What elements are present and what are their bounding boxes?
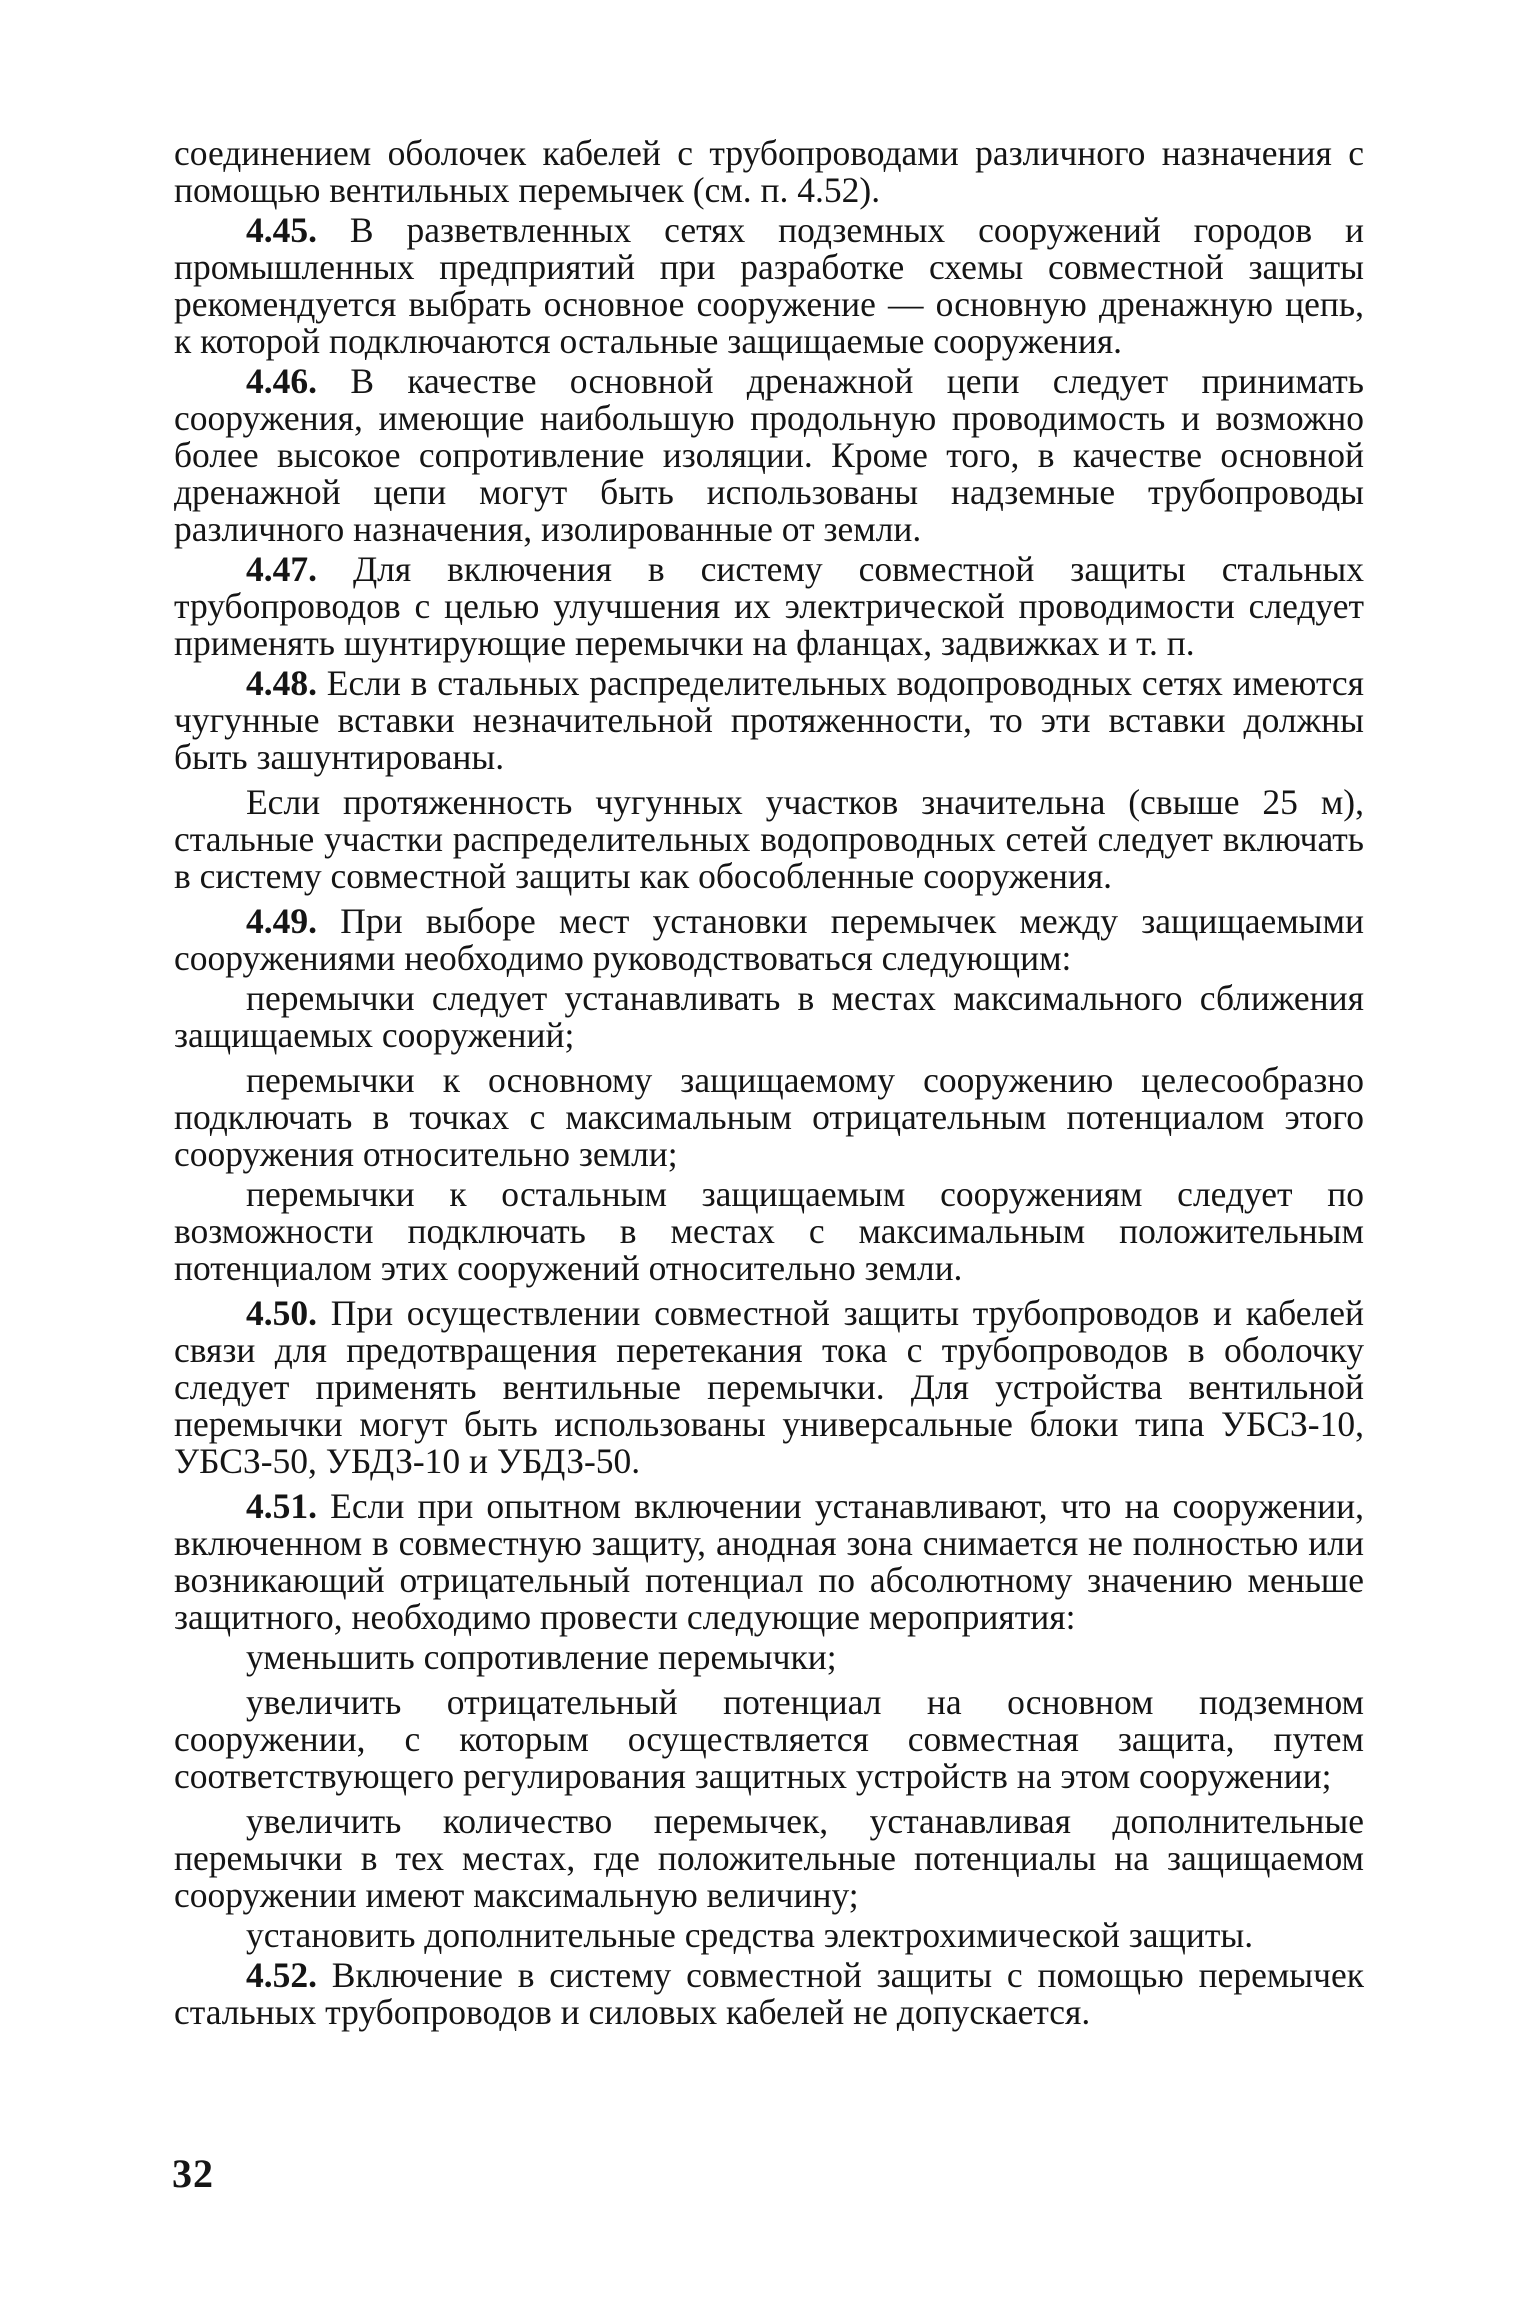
clause-number: 4.52. [246, 1955, 317, 1995]
paragraph-4-46: 4.46. В качестве основной дренажной цепи следует принимать сооружения, имеющие наибольшую продольную проводимость и возможно более высокое сопротивление изоляции. Кроме того, в качестве основной дренажной цепи могут быть использованы надземные трубопроводы различного назначения, изолированные от земли. [174, 361, 1365, 549]
body-text [174, 135, 1364, 2034]
paragraph-continuation: соединением оболочек кабелей с трубопроводами различного назначения с помощью вентильных перемычек (см. п. 4.52). [174, 133, 1364, 210]
paragraph-4-47: 4.47. Для включения в систему совместной защиты стальных трубопроводов с целью улучшения их электрической проводимости следует применять шунтирующие перемычки на фланцах, задвижках и т. п. [174, 549, 1365, 663]
list-item-add-bridges: увеличить количество перемычек, устанавливая дополнительные перемычки в тех местах, где положительные потенциалы на защищаемом сооружении имеют максимальную величину; [174, 1801, 1364, 1915]
list-item-other-structure-bridges: перемычки к остальным защищаемым сооружениям следует по возможности подключать в местах с максимальным положительным потенциалом этих сооружений относительно земли. [174, 1174, 1364, 1288]
list-item-main-structure-bridges: перемычки к основному защищаемому сооружению целесообразно подключать в точках с максимальным отрицательным потенциалом этого сооружения относительно земли; [174, 1060, 1364, 1174]
clause-number: 4.46. [246, 361, 317, 401]
paragraph-4-51: 4.51. Если при опытном включении устанавливают, что на сооружении, включенном в совместную защиту, анодная зона снимается не полностью или возникающий отрицательный потенциал по абсолютному значению меньше защитного, необходимо провести следующие мероприятия: [174, 1486, 1364, 1637]
paragraph-4-45: 4.45. В разветвленных сетях подземных сооружений городов и промышленных предприятий при разработке схемы совместной защиты рекомендуется выбрать основное сооружение — основную дренажную цепь, к которой подключаются остальные защищаемые сооружения. [174, 210, 1365, 361]
clause-number: 4.49. [246, 901, 317, 941]
clause-number: 4.50. [246, 1293, 317, 1333]
clause-number: 4.48. [246, 663, 317, 703]
paragraph-4-48: 4.48. Если в стальных распределительных водопроводных сетях имеются чугунные вставки незначительной протяженности, то эти вставки должны быть зашунтированы. [174, 663, 1364, 777]
clause-number: 4.51. [246, 1486, 317, 1526]
list-item-increase-potential: увеличить отрицательный потенциал на основном подземном сооружении, с которым осуществляется совместная защита, путем соответствующего регулирования защитных устройств на этом сооружении; [174, 1682, 1364, 1796]
paragraph-4-49: 4.49. При выборе мест установки перемычек между защищаемыми сооружениями необходимо руководствоваться следующим: [174, 901, 1364, 978]
paragraph-4-52: 4.52. Включение в систему совместной защиты с помощью перемычек стальных трубопроводов и силовых кабелей не допускается. [174, 1955, 1364, 2032]
clause-number: 4.47. [246, 549, 317, 589]
page-number: 32 [172, 2151, 214, 2196]
paragraph-cast-iron-sections: Если протяженность чугунных участков значительна (свыше 25 м), стальные участки распределительных водопроводных сетей следует включать в систему совместной защиты как обособленные сооружения. [174, 782, 1364, 896]
clause-number: 4.45. [246, 210, 317, 250]
list-item-bridge-placement: перемычки следует устанавливать в местах максимального сближения защищаемых сооружений; [174, 978, 1364, 1055]
paragraph-4-50: 4.50. При осуществлении совместной защиты трубопроводов и кабелей связи для предотвращения перетекания тока с трубопроводов в оболочку следует применять вентильные перемычки. Для устройства вентильной перемычки могут быть использованы универсальные блоки типа УБСЗ-10, УБСЗ-50, УБДЗ-10 и УБДЗ-50. [174, 1293, 1364, 1481]
list-item-additional-protection: установить дополнительные средства электрохимической защиты. [246, 1915, 1254, 1955]
list-item-reduce-resistance: уменьшить сопротивление перемычки; [246, 1637, 837, 1677]
